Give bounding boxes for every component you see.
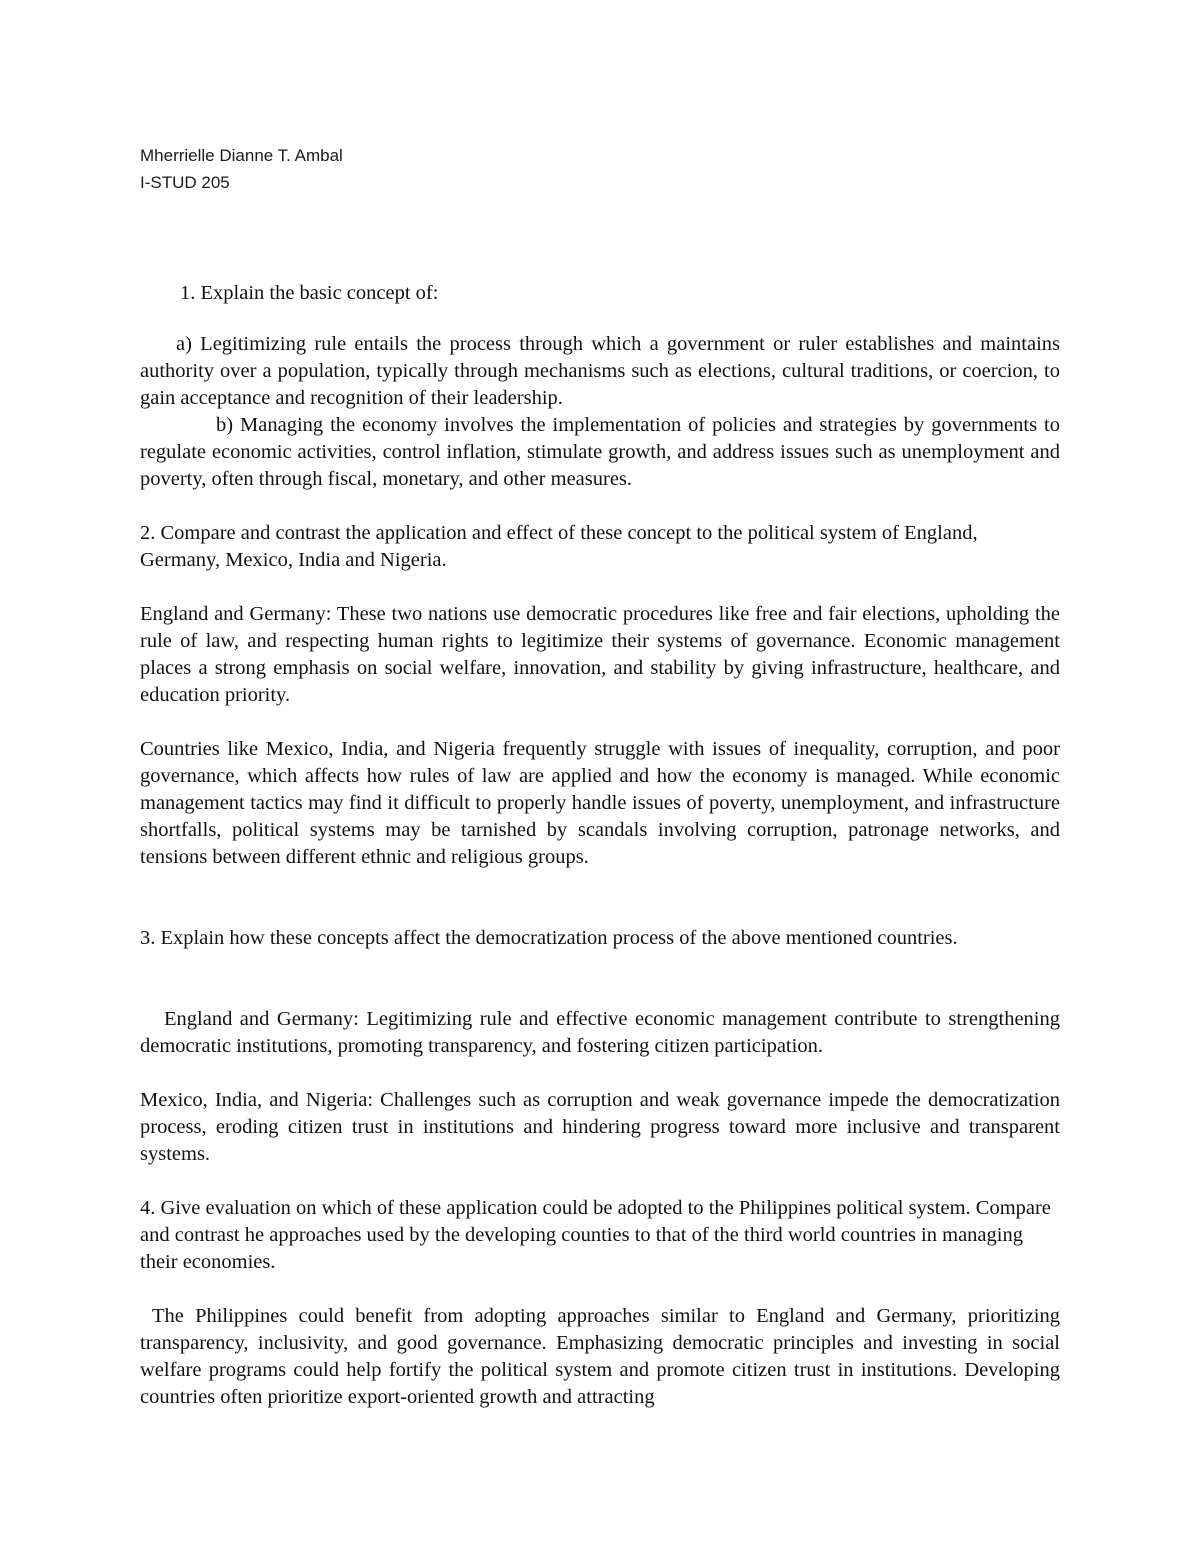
- question-1-answer-a: a) Legitimizing rule entails the process through which a government or ruler establishes and maintains authority over a population, typically through mechanisms such as elections, cultural traditions, or coercion, to gain acceptance and recognition of their leadership.: [140, 333, 1060, 409]
- question-4-prompt: 4. Give evaluation on which of these application could be adopted to the Philippines political system. Compare and contrast he approaches used by the developing counties to that of the third world countries in managing their economies.: [140, 1197, 1051, 1273]
- question-2-prompt: 2. Compare and contrast the application and effect of these concept to the political system of England, Germany, Mexico, India and Nigeria.: [140, 522, 978, 571]
- question-2-answer-1: England and Germany: These two nations use democratic procedures like free and fair elections, upholding the rule of law, and respecting human rights to legitimize their systems of governance. Economic management places a strong emphasis on social welfare, innovation, and stability by giving infrastructure, healthcare, and education priority.: [140, 603, 1060, 706]
- question-1-answer-b: b) Managing the economy involves the implementation of policies and strategies by governments to regulate economic activities, control inflation, stimulate growth, and address issues such as unemployment and poverty, often through fiscal, monetary, and other measures.: [140, 414, 1060, 490]
- author-name: Mherrielle Dianne T. Ambal: [140, 146, 343, 165]
- question-3-prompt: 3. Explain how these concepts affect the democratization process of the above mentioned countries.: [140, 927, 958, 949]
- question-3-answer-2: Mexico, India, and Nigeria: Challenges such as corruption and weak governance impede the democratization process, eroding citizen trust in institutions and hindering progress toward more inclusive and transparent systems.: [140, 1089, 1060, 1165]
- course-code: I-STUD 205: [140, 173, 230, 192]
- question-1-prompt: 1. Explain the basic concept of:: [180, 282, 439, 304]
- question-2-answer-2: Countries like Mexico, India, and Nigeria frequently struggle with issues of inequality, corruption, and poor governance, which affects how rules of law are applied and how the economy is managed. While economic management tactics may find it difficult to properly handle issues of poverty, unemployment, and infrastructure shortfalls, political systems may be tarnished by scandals involving corruption, patronage networks, and tensions between different ethnic and religious groups.: [140, 738, 1060, 868]
- question-4-answer-1: The Philippines could benefit from adopting approaches similar to England and Germany, prioritizing transparency, inclusivity, and good governance. Emphasizing democratic principles and investing in social welfare programs could help fortify the political system and promote citizen trust in institutions. Developing countries often prioritize export-oriented growth and attracting: [140, 1305, 1060, 1408]
- question-3-answer-1: England and Germany: Legitimizing rule and effective economic management contribute to strengthening democratic institutions, promoting transparency, and fostering citizen participation.: [140, 1008, 1060, 1057]
